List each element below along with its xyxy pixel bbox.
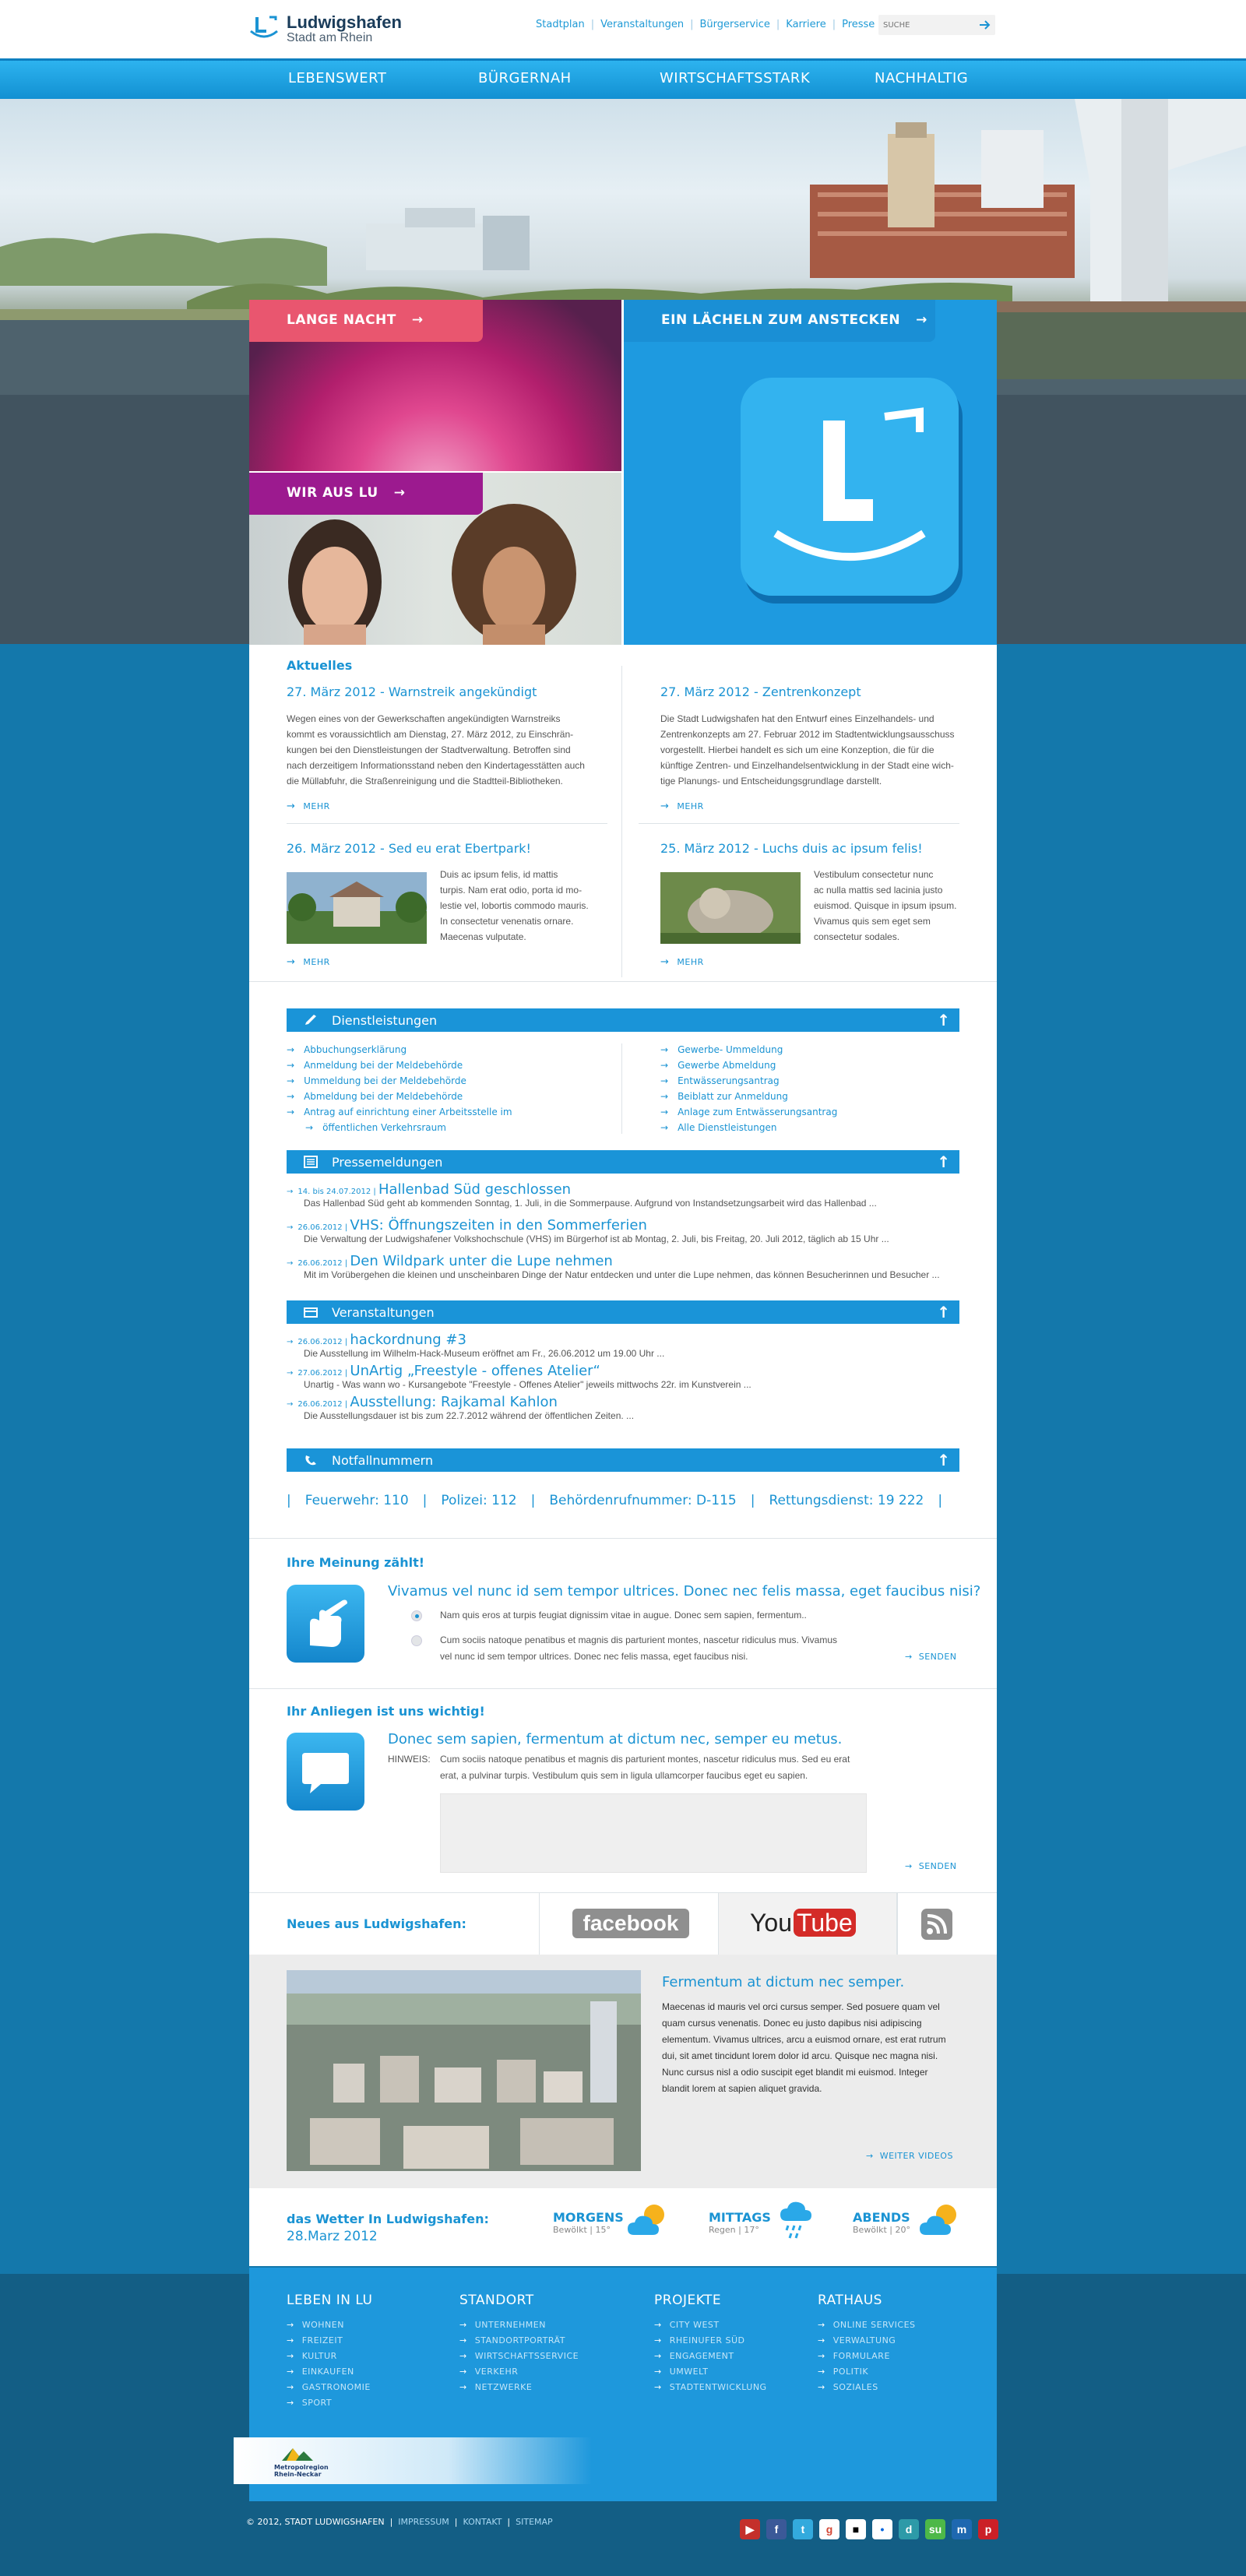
tile-lange-nacht[interactable] bbox=[249, 300, 621, 471]
weather-slot-desc: Regen | 17° bbox=[709, 2225, 759, 2235]
emergency-behoerde: Behördenrufnummer: D-115 bbox=[549, 1493, 737, 1508]
service-link[interactable]: → Anlage zum Entwässerungsantrag bbox=[660, 1104, 956, 1120]
meinung-title: Ihre Meinung zählt! bbox=[287, 1555, 425, 1570]
video-thumbnail-city[interactable] bbox=[287, 1970, 641, 2171]
footer-col-title: PROJEKTE bbox=[654, 2293, 722, 2308]
tile-lange-nacht-text: LANGE NACHT bbox=[287, 312, 396, 328]
toplink-veranstaltungen[interactable]: Veranstaltungen bbox=[600, 19, 685, 30]
nav-buergernah[interactable]: BÜRGERNAH bbox=[478, 70, 572, 86]
event-date: 27.06.2012 bbox=[297, 1369, 343, 1378]
brand-name: Ludwigshafen bbox=[287, 12, 402, 32]
veranstaltungen-title: Veranstaltungen bbox=[332, 1305, 435, 1320]
video-title[interactable]: Fermentum at dictum nec semper. bbox=[662, 1974, 905, 1990]
emergency-polizei: Polizei: 112 bbox=[441, 1493, 517, 1508]
message-icon-tile bbox=[287, 1733, 364, 1811]
pen-icon bbox=[304, 1014, 318, 1026]
metropolregion-line: Rhein-Neckar bbox=[274, 2471, 322, 2478]
ludwigshafen-logo-icon bbox=[249, 14, 279, 40]
footer-bottom bbox=[246, 2517, 553, 2527]
news-text-luchs bbox=[814, 867, 977, 945]
dienstleistungen-header[interactable] bbox=[287, 1008, 959, 1032]
poll-icon-tile bbox=[287, 1585, 364, 1663]
weather-midday bbox=[709, 2210, 825, 2235]
event-item[interactable] bbox=[287, 1332, 959, 1363]
collapse-arrow-icon[interactable]: ↑ bbox=[937, 1303, 950, 1321]
toplink-presse[interactable]: Presse bbox=[842, 19, 875, 30]
weather-slot-name: MITTAGS bbox=[709, 2210, 771, 2225]
service-link-text: öffentlichen Verkehrsraum bbox=[322, 1122, 446, 1133]
service-link[interactable]: → Abmeldung bei der Meldebehörde bbox=[287, 1089, 614, 1104]
news-line: Maecenas vulputate. bbox=[440, 931, 526, 942]
emergency-numbers bbox=[287, 1493, 959, 1508]
youtube-share-icon[interactable]: ▶ bbox=[740, 2519, 760, 2539]
poll-question: Vivamus vel nunc id sem tempor ultrices. Donec nec felis massa, eget faucibus nisi? bbox=[388, 1583, 981, 1599]
facebook-logo: facebook bbox=[572, 1909, 689, 1938]
youtube-logo-tube: Tube bbox=[794, 1909, 856, 1937]
separator: | bbox=[371, 1188, 378, 1196]
hinweis-label: HINWEIS: bbox=[388, 1754, 431, 1765]
notfallnummern-header[interactable] bbox=[287, 1448, 959, 1472]
video-section bbox=[249, 1955, 997, 2188]
tile-laecheln-text: EIN LÄCHELN ZUM ANSTECKEN bbox=[661, 312, 901, 328]
service-link[interactable]: → Beiblatt zur Anmeldung bbox=[660, 1089, 956, 1104]
event-title: Ausstellung: Rajkamal Kahlon bbox=[350, 1394, 558, 1410]
event-date: 26.06.2012 bbox=[297, 1400, 343, 1409]
press-item[interactable] bbox=[287, 1217, 959, 1253]
news-line: Die Stadt Ludwigshafen hat den Entwurf eines Einzelhandels- und bbox=[660, 713, 935, 724]
ticket-icon bbox=[304, 1306, 318, 1318]
footer-link[interactable]: → VERKEHR bbox=[459, 2364, 579, 2380]
news-line: In consectetur venenatis ornare. bbox=[440, 916, 574, 927]
more-link[interactable]: → MEHR bbox=[660, 801, 704, 812]
news-title-warnstreik[interactable]: 27. März 2012 - Warnstreik angekündigt bbox=[287, 684, 537, 699]
speech-bubble-icon bbox=[287, 1733, 364, 1811]
video-text-line: blandit lorem at sapien aliquet gravida. bbox=[662, 2083, 822, 2094]
footer-link[interactable]: → NETZWERKE bbox=[459, 2380, 579, 2395]
footer-link[interactable]: → FREIZEIT bbox=[287, 2333, 372, 2349]
video-text-line: quam cursus venenatis. Donec eu justo dapibus nisi adipiscing bbox=[662, 2018, 922, 2029]
more-link[interactable]: → MEHR bbox=[287, 801, 330, 812]
brand-subtitle: Stadt am Rhein bbox=[287, 31, 373, 44]
service-link[interactable]: → Ummeldung bei der Meldebehörde bbox=[287, 1073, 614, 1089]
news-line: Wegen eines von der Gewerkschaften angekündigten Warnstreiks bbox=[287, 713, 561, 724]
footer-link[interactable]: → RHEINUFER SÜD bbox=[654, 2333, 767, 2349]
footer-link[interactable]: → CITY WEST bbox=[654, 2317, 767, 2333]
footer-link[interactable]: → WIRTSCHAFTSSERVICE bbox=[459, 2349, 579, 2364]
toplink-karriere[interactable]: Karriere bbox=[786, 19, 826, 30]
newspaper-icon bbox=[304, 1156, 318, 1168]
share-icons bbox=[740, 2519, 1005, 2539]
news-text-ebertpark bbox=[440, 867, 604, 945]
copyright: © 2012, STADT LUDWIGSHAFEN bbox=[246, 2517, 385, 2527]
separator: | bbox=[387, 2517, 399, 2527]
news-title-ebertpark[interactable]: 26. März 2012 - Sed eu erat Ebertpark! bbox=[287, 841, 531, 856]
facebook-share-icon[interactable]: f bbox=[766, 2519, 787, 2539]
arrow-right-icon: → bbox=[287, 1259, 294, 1268]
weather-slot-name: ABENDS bbox=[853, 2210, 910, 2225]
poll-option-line: Cum sociis natoque penatibus et magnis dis parturient montes, nascetur ridiculus mus. Vivamus bbox=[440, 1635, 838, 1645]
separator: | bbox=[690, 19, 694, 30]
youtube-logo bbox=[750, 1909, 856, 1937]
footer-col-title: STANDORT bbox=[459, 2293, 534, 2308]
hinweis-text bbox=[440, 1751, 876, 1784]
news-title-zentrenkonzept[interactable]: 27. März 2012 - Zentrenkonzept bbox=[660, 684, 861, 699]
twitter-share-icon[interactable]: t bbox=[793, 2519, 813, 2539]
weather-slot-desc: Bewölkt | 15° bbox=[553, 2225, 611, 2235]
arrow-right-icon: → bbox=[287, 1338, 294, 1346]
weather-date: 28.Marz 2012 bbox=[287, 2229, 378, 2244]
search-arrow-icon[interactable] bbox=[978, 19, 991, 31]
news-text-warnstreik bbox=[287, 711, 606, 789]
video-description bbox=[662, 1999, 973, 2097]
separator: | bbox=[422, 1493, 428, 1508]
separator: | bbox=[776, 19, 780, 30]
footer-link[interactable]: → WOHNEN bbox=[287, 2317, 372, 2333]
weather-title: das Wetter In Ludwigshafen: bbox=[287, 2212, 489, 2226]
dienstleistungen-left-list bbox=[287, 1042, 614, 1135]
event-desc: Die Ausstellungsdauer ist bis zum 22.7.2012 während der öffentlichen Zeiten. ... bbox=[304, 1410, 635, 1421]
poll-option-1-radio[interactable] bbox=[411, 1610, 422, 1621]
press-title: VHS: Öffnungszeiten in den Sommerferien bbox=[350, 1217, 647, 1233]
youtube-tab[interactable] bbox=[718, 1893, 897, 1955]
footer-link[interactable]: → UMWELT bbox=[654, 2364, 767, 2380]
metropolregion-label bbox=[274, 2464, 329, 2478]
search-input[interactable] bbox=[883, 18, 969, 32]
aktuelles-title: Aktuelles bbox=[287, 658, 353, 673]
weather-section bbox=[249, 2188, 997, 2266]
nav-wirtschaftsstark[interactable]: WIRTSCHAFTSSTARK bbox=[660, 70, 811, 86]
press-date: 14. bis 24.07.2012 bbox=[297, 1188, 371, 1196]
divider bbox=[249, 981, 997, 982]
event-item[interactable] bbox=[287, 1394, 959, 1425]
footer-col-title: RATHAUS bbox=[818, 2293, 882, 2308]
footer-col-leben bbox=[287, 2293, 372, 2411]
tile-lange-nacht-label bbox=[249, 300, 483, 342]
separator: | bbox=[342, 1338, 350, 1346]
hand-pointer-icon bbox=[287, 1585, 364, 1663]
separator: | bbox=[452, 2517, 463, 2527]
arrow-right-icon: → bbox=[287, 1369, 294, 1378]
more-link[interactable]: → MEHR bbox=[660, 956, 704, 968]
flickr-share-icon[interactable]: • bbox=[872, 2519, 892, 2539]
metropolregion-line: Metropolregion bbox=[274, 2464, 329, 2471]
footer-link[interactable]: → EINKAUFEN bbox=[287, 2364, 372, 2380]
separator: | bbox=[530, 1493, 536, 1508]
press-title: Hallenbad Süd geschlossen bbox=[378, 1181, 572, 1198]
press-item[interactable] bbox=[287, 1181, 959, 1217]
press-desc: Mit im Vorübergehen die kleinen und unscheinbaren Dinge der Natur entdecken und unter die Lupe nehmen, das können Besucherinnen und Besucher ... bbox=[304, 1269, 940, 1280]
footer bbox=[249, 2268, 997, 2501]
hinweis-line: Cum sociis natoque penatibus et magnis dis parturient montes, nascetur ridiculus mus. Sed eu erat bbox=[440, 1754, 850, 1765]
separator: | bbox=[504, 2517, 516, 2527]
weather-slot-name: MORGENS bbox=[553, 2210, 624, 2225]
footer-col-standort bbox=[459, 2293, 579, 2395]
column-divider bbox=[621, 666, 622, 977]
news-line: nach derzeitigem Informationsstand neben den Kindertagesstätten auch bbox=[287, 760, 585, 771]
impressum-link[interactable]: IMPRESSUM bbox=[398, 2517, 449, 2527]
tile-wir-aus-lu[interactable] bbox=[249, 473, 621, 645]
poll-option-2-label bbox=[440, 1632, 837, 1665]
news-line: turpis. Nam erat odio, porta id mo- bbox=[440, 885, 583, 896]
pressemeldungen-header[interactable] bbox=[287, 1150, 959, 1174]
hinweis-line: erat, a pulvinar turpis. Vestibulum quis sem in ligula ullamcorper faucibus eget eu sapien. bbox=[440, 1770, 808, 1781]
video-text-line: dui, sit amet tincidunt lorem dolor id arcu. Quisque nec magna nisi. bbox=[662, 2050, 938, 2061]
nav-lebenswert[interactable]: LEBENSWERT bbox=[288, 70, 387, 86]
tile-laecheln-label bbox=[624, 300, 935, 342]
footer-link[interactable]: → ENGAGEMENT bbox=[654, 2349, 767, 2364]
social-title: Neues aus Ludwigshafen: bbox=[287, 1916, 466, 1931]
anliegen-headline: Donec sem sapien, fermentum at dictum nec, semper eu metus. bbox=[388, 1731, 843, 1747]
column-divider bbox=[621, 1043, 622, 1134]
press-date: 26.06.2012 bbox=[297, 1223, 343, 1232]
dienstleistungen-right-list bbox=[660, 1042, 956, 1135]
arrow-right-icon: → bbox=[393, 485, 406, 501]
rain-cloud-icon bbox=[777, 2196, 824, 2243]
footer-link[interactable]: → STANDORTPORTRÄT bbox=[459, 2333, 579, 2349]
video-text-line: elementum. Vivamus ultrices, arcu a euismod ornare, est erat rutrum bbox=[662, 2034, 946, 2045]
more-link[interactable]: → MEHR bbox=[287, 956, 330, 968]
separator: | bbox=[590, 19, 595, 30]
smile-logo-icon bbox=[741, 378, 966, 611]
footer-link[interactable]: → STADTENTWICKLUNG bbox=[654, 2380, 767, 2395]
tile-wir-aus-lu-label bbox=[249, 473, 483, 515]
news-line: euismod. Quisque in ipsum ipsum. bbox=[814, 900, 957, 911]
news-line: kungen bei den Dienstleistungen der Stadtverwaltung. Betroffen sind bbox=[287, 744, 571, 755]
divider bbox=[287, 823, 607, 824]
press-title: Den Wildpark unter die Lupe nehmen bbox=[350, 1253, 613, 1269]
footer-link[interactable]: → SOZIALES bbox=[818, 2380, 916, 2395]
service-link[interactable]: → Antrag auf einrichtung einer Arbeitsstelle im bbox=[287, 1104, 614, 1120]
footer-link[interactable]: → SPORT bbox=[287, 2395, 372, 2411]
kontakt-link[interactable]: KONTAKT bbox=[463, 2517, 502, 2527]
event-title: UnArtig „Freestyle - offenes Atelier“ bbox=[350, 1363, 600, 1379]
arrow-right-icon: → bbox=[287, 1188, 294, 1196]
social-section bbox=[249, 1892, 997, 1955]
news-line: consectetur sodales. bbox=[814, 931, 900, 942]
news-line: künftige Zentren- und Einzelhandelsentwicklung in der Stadt eine wich- bbox=[660, 760, 954, 771]
toplink-stadtplan[interactable]: Stadtplan bbox=[536, 19, 585, 30]
emergency-rettungsdienst: Rettungsdienst: 19 222 bbox=[769, 1493, 924, 1508]
metropolregion-banner[interactable] bbox=[234, 2437, 592, 2484]
news-line: Zentrenkonzepts am 27. Februar 2012 im Stadtentwicklungsausschuss bbox=[660, 729, 955, 740]
footer-link[interactable]: → VERWALTUNG bbox=[818, 2333, 916, 2349]
service-link[interactable]: → Entwässerungsantrag bbox=[660, 1073, 956, 1089]
video-text-line: Nunc cursus nisl a odio suscipit eget blandit mi euismod. Integer bbox=[662, 2067, 928, 2078]
main-nav bbox=[0, 58, 1246, 99]
footer-col-rathaus bbox=[818, 2293, 916, 2395]
press-desc: Das Hallenbad Süd geht ab kommenden Sonntag, 1. Juli, in die Sommerpause. Aufgrund von Instandsetzungsarbeit wird das Hallenbad ... bbox=[304, 1198, 877, 1209]
arrow-right-icon: → bbox=[411, 312, 424, 328]
press-list bbox=[287, 1181, 959, 1289]
footer-link[interactable]: → FORMULARE bbox=[818, 2349, 916, 2364]
separator: | bbox=[287, 1493, 291, 1508]
footer-link[interactable]: → KULTUR bbox=[287, 2349, 372, 2364]
divider bbox=[249, 1688, 997, 1689]
news-line: die Müllabfuhr, die Straßenreinigung und die Stadtteil-Bibliotheken. bbox=[287, 776, 563, 787]
rss-icon bbox=[921, 1909, 952, 1940]
news-line: kommt es voraussichtlich am Dienstag, 27. März 2012, zu Einschrän- bbox=[287, 729, 574, 740]
pinterest-share-icon[interactable]: p bbox=[978, 2519, 998, 2539]
news-title-luchs[interactable]: 25. März 2012 - Luchs duis ac ipsum felis! bbox=[660, 841, 923, 856]
footer-link[interactable]: → POLITIK bbox=[818, 2364, 916, 2380]
event-title: hackordnung #3 bbox=[350, 1332, 466, 1348]
footer-link[interactable]: → ONLINE SERVICES bbox=[818, 2317, 916, 2333]
footer-link[interactable]: → UNTERNEHMEN bbox=[459, 2317, 579, 2333]
divider bbox=[249, 1538, 997, 1539]
lynx-photo bbox=[660, 872, 801, 944]
dienstleistungen-title: Dienstleistungen bbox=[332, 1013, 438, 1028]
news-line: ac nulla mattis sed lacinia justo bbox=[814, 885, 943, 896]
weather-evening bbox=[853, 2210, 970, 2235]
collapse-arrow-icon[interactable]: ↑ bbox=[937, 1451, 950, 1469]
pressemeldungen-title: Pressemeldungen bbox=[332, 1155, 443, 1170]
myspace-share-icon[interactable]: m bbox=[952, 2519, 972, 2539]
arrow-right-icon: → bbox=[916, 312, 927, 328]
main-content bbox=[249, 300, 997, 2266]
event-date: 26.06.2012 bbox=[297, 1338, 343, 1346]
separator: | bbox=[342, 1259, 350, 1268]
nav-nachhaltig[interactable]: NACHHALTIG bbox=[875, 70, 969, 86]
poll-send-button[interactable]: → SENDEN bbox=[905, 1652, 957, 1662]
separator: | bbox=[342, 1400, 350, 1409]
toplink-buergerservice[interactable]: Bürgerservice bbox=[699, 19, 770, 30]
separator: | bbox=[938, 1493, 943, 1508]
all-services-link[interactable]: → Alle Dienstleistungen bbox=[660, 1120, 956, 1135]
service-link[interactable]: → Gewerbe- Ummeldung bbox=[660, 1042, 956, 1057]
separator: | bbox=[750, 1493, 755, 1508]
logo[interactable] bbox=[249, 11, 405, 47]
news-line: Vestibulum consectetur nunc bbox=[814, 869, 934, 880]
separator: | bbox=[832, 19, 836, 30]
service-link[interactable]: → Abbuchungserklärung bbox=[287, 1042, 614, 1057]
news-line: tige Planungs- und Entscheidungsgrundlage darstellt. bbox=[660, 776, 882, 787]
top-bar bbox=[0, 0, 1246, 58]
sun-cloud-icon bbox=[625, 2201, 671, 2241]
event-desc: Unartig - Was wann wo - Kursangebote "Freestyle - Offenes Atelier" jeweils mittwochs 22r. im Kunstverein ... bbox=[304, 1379, 751, 1390]
service-link[interactable]: → Gewerbe Abmeldung bbox=[660, 1057, 956, 1073]
service-link[interactable]: → Anmeldung bei der Meldebehörde bbox=[287, 1057, 614, 1073]
arrow-right-icon: → bbox=[287, 1400, 294, 1409]
delicious-share-icon[interactable]: ■ bbox=[846, 2519, 866, 2539]
weather-slot-desc: Bewölkt | 20° bbox=[853, 2225, 910, 2235]
notfallnummern-title: Notfallnummern bbox=[332, 1453, 434, 1468]
sun-cloud-icon bbox=[917, 2201, 963, 2241]
sitemap-link[interactable]: SITEMAP bbox=[516, 2517, 553, 2527]
press-item[interactable] bbox=[287, 1253, 959, 1289]
collapse-arrow-icon[interactable]: ↑ bbox=[937, 1011, 950, 1029]
digg-share-icon[interactable]: d bbox=[899, 2519, 919, 2539]
service-link-continued[interactable] bbox=[287, 1120, 614, 1135]
event-desc: Die Ausstellung im Wilhelm-Hack-Museum eröffnet am Fr., 26.06.2012 um 19.00 Uhr ... bbox=[304, 1348, 665, 1359]
weather-morning bbox=[553, 2210, 670, 2235]
footer-col-projekte bbox=[654, 2293, 767, 2395]
emergency-feuerwehr: Feuerwehr: 110 bbox=[304, 1493, 409, 1508]
tile-wir-aus-lu-text: WIR AUS LU bbox=[287, 485, 378, 501]
facebook-tab[interactable] bbox=[539, 1893, 718, 1955]
anliegen-title: Ihr Anliegen ist uns wichtig! bbox=[287, 1704, 485, 1719]
event-item[interactable] bbox=[287, 1363, 959, 1394]
footer-link[interactable]: → GASTRONOMIE bbox=[287, 2380, 372, 2395]
poll-option-line: vel nunc id sem tempor ultrices. Donec nec felis massa, eget faucibus nisi. bbox=[440, 1651, 748, 1662]
top-links bbox=[536, 19, 875, 30]
news-line: Duis ac ipsum felis, id mattis bbox=[440, 869, 558, 880]
more-videos-link[interactable]: → WEITER VIDEOS bbox=[866, 2151, 953, 2161]
rss-tab[interactable] bbox=[897, 1893, 997, 1955]
separator: | bbox=[342, 1369, 350, 1378]
news-line: Vivamus quis sem eget sem bbox=[814, 916, 931, 927]
video-text-line: Maecenas id mauris vel orci cursus semper. Sed posuere quam vel bbox=[662, 2001, 940, 2012]
press-date: 26.06.2012 bbox=[297, 1259, 343, 1268]
anliegen-textarea[interactable] bbox=[440, 1793, 867, 1873]
google-share-icon[interactable]: g bbox=[819, 2519, 839, 2539]
news-text-zentrenkonzept bbox=[660, 711, 980, 789]
anliegen-send-button[interactable]: → SENDEN bbox=[905, 1861, 957, 1871]
separator: | bbox=[342, 1223, 350, 1232]
veranstaltungen-header[interactable] bbox=[287, 1300, 959, 1324]
divider bbox=[639, 823, 959, 824]
ebertpark-photo bbox=[287, 872, 427, 944]
arrow-right-icon: → bbox=[287, 1223, 294, 1232]
footer-col-title: LEBEN IN LU bbox=[287, 2293, 373, 2308]
news-line: lestie vel, lobortis commodo mauris. bbox=[440, 900, 589, 911]
events-list bbox=[287, 1332, 959, 1425]
metropolregion-logo-icon bbox=[280, 2445, 315, 2462]
youtube-logo-you: You bbox=[750, 1909, 792, 1937]
collapse-arrow-icon[interactable]: ↑ bbox=[937, 1153, 950, 1171]
poll-option-1-label: Nam quis eros at turpis feugiat dignissim vitae in augue. Donec sem sapien, fermentum.. bbox=[440, 1610, 807, 1621]
poll-option-2-radio[interactable] bbox=[411, 1635, 422, 1646]
press-desc: Die Verwaltung der Ludwigshafener Volkshochschule (VHS) im Bürgerhof ist ab Montag, 2. Juli, bis Freitag, 20. Juli 2012, täglich ab 15 Uhr ... bbox=[304, 1233, 889, 1244]
phone-icon bbox=[304, 1454, 318, 1466]
news-line: vorgestellt. Hierbei handelt es sich um eine Konzeption, die für die bbox=[660, 744, 935, 755]
stumbleupon-share-icon[interactable]: su bbox=[925, 2519, 945, 2539]
search-box bbox=[878, 15, 995, 35]
tile-laecheln[interactable] bbox=[624, 300, 997, 645]
